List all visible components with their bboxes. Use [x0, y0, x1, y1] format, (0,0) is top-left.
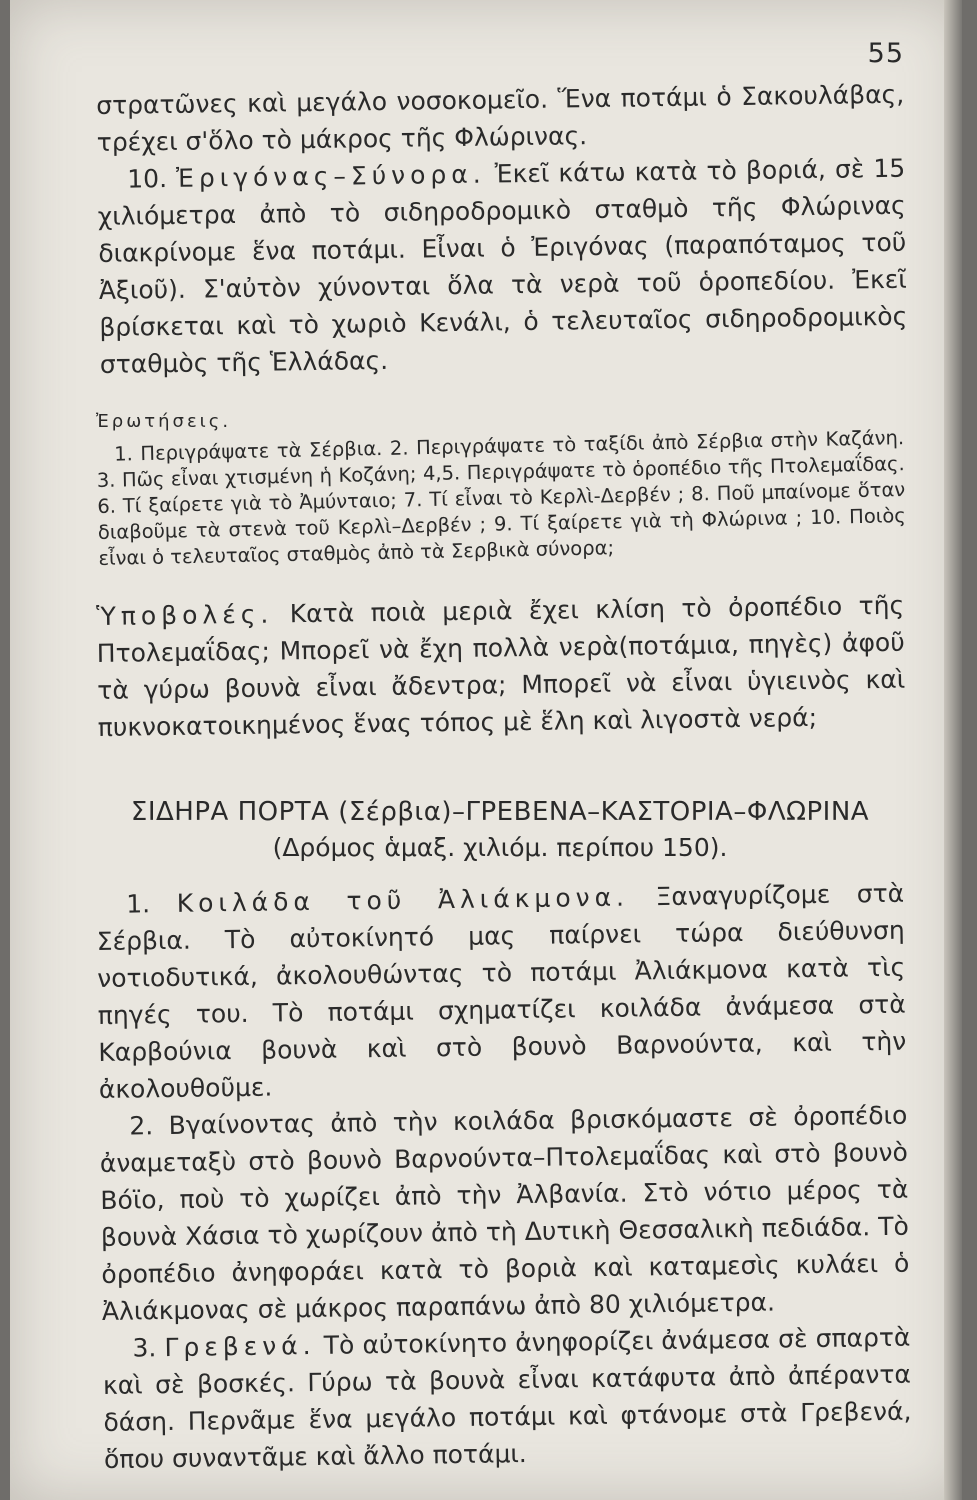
sections-block [96, 875, 912, 1478]
section-1-number: 1. [126, 889, 151, 919]
questions-heading: Ἐρωτήσεις. [96, 411, 232, 432]
section-10-number: 10. [127, 164, 168, 194]
intro-paragraph: στρατῶνες καὶ μεγάλο νοσοκομεῖο. Ἕνα ποτάμι ὁ Σακουλάβας, τρέχει σ'ὅλο τὸ μάκρος τῆς Φλώρινας. [96, 79, 905, 157]
book-page [10, 0, 962, 1500]
section-1-text: Ξαναγυρίζομε στὰ Σέρβια. Τὸ αὐτοκίνητό μας παίρνει τώρα διεύθυνση νοτιοδυτικά, ἀκολουθώντας τὸ ποτάμι Ἀλιάκμονα κατὰ τὶς πηγές του. Τὸ ποτάμι σχηματίζει κοιλάδα ἀνάμεσα στὰ Καρβούνια βουνὰ καὶ στὸ βουνὸ Βαρνούντα, καὶ τὴν ἀκολουθοῦμε. [96, 878, 907, 1104]
section-3-title: Γρεβενά. [164, 1330, 316, 1363]
section-10-title: Ἐριγόνας–Σύνορα. [175, 159, 486, 193]
page-edge-shadow [944, 0, 962, 1500]
page-number: 55 [867, 38, 904, 69]
section-3-text: Τὸ αὐτοκίνητο ἀνηφορίζει ἀνάμεσα σὲ σπαρτὰ καὶ σὲ βοσκές. Γύρω τὰ βουνὰ εἶναι κατάφυτα ἀπὸ ἀπέραντα δάση. Περνᾶμε ἕνα μεγάλο ποτάμι καὶ φτάνομε στὰ Γρεβενά, ὅπου συναντᾶμε καὶ ἄλλο ποτάμι. [102, 1322, 912, 1474]
section-2-text: Βγαίνοντας ἀπὸ τὴν κοιλάδα βρισκόμαστε σὲ ὀροπέδιο ἀναμεταξὺ στὸ βουνὸ Βαρνούντα–Πτολεμαΐδας καὶ στὸ βουνὸ Βόϊο, ποὺ τὸ χωρίζει ἀπὸ τὴν Ἀλβανία. Στὸ νότιο μέρος τὰ βουνὰ Χάσια τὸ χωρίζουν ἀπὸ τὴ Δυτικὴ Θεσσαλικὴ πεδιάδα. Τὸ ὀροπέδιο ἀνηφοράει κατὰ τὸ βοριὰ καὶ καταμεσὶς κυλάει ὁ Ἀλιάκμονας σὲ μάκρος παραπάνω ἀπὸ 80 χιλιόμετρα. [99, 1100, 910, 1326]
hypotheses-label: Ὑποβολές. [96, 599, 274, 631]
section-2-number: 2. [129, 1111, 154, 1141]
section-2-paragraph [99, 1097, 910, 1330]
section-1-title: Κοιλάδα τοῦ Ἀλιάκμονα. [176, 882, 630, 918]
section-3-number: 3. [132, 1333, 157, 1363]
questions-text: 1. Περιγράψατε τὰ Σέρβια. 2. Περιγράψατε τὸ ταξίδι ἀπὸ Σέρβια στὴν Καζάνη. 3. Πῶς εἶναι χτισμένη ἡ Κοζάνη; 4,5. Περιγράψατε τὸ ὁροπέδιο τῆς Πτολεμαΐδας. 6. Τί ξαίρετε γιὰ τὸ Ἀμύνταιο; 7. Τί εἶναι τὸ Κερλὶ-Δερβέν ; 8. Ποῦ μπαίνομε ὅταν διαβοῦμε τὰ στενὰ τοῦ Κερλὶ–Δερβέν ; 9. Τί ξαίρετε γιὰ τὴ Φλώρινα ; 10. Ποιὸς εἶναι ὁ τελευταῖος σταθμὸς ἀπὸ τὰ Σερβικὰ σύνορα; [96, 426, 906, 570]
top-block [96, 76, 908, 383]
route-title: ΣΙΔΗΡΑ ΠΟΡΤΑ (Σέρβια)–ΓΡΕΒΕΝΑ–ΚΑΣΤΟΡΙΑ–ΦΛΩΡΙΝΑ [130, 797, 870, 827]
section-1-paragraph [96, 875, 907, 1108]
hypotheses-paragraph [96, 587, 906, 746]
section-3-paragraph [102, 1319, 912, 1478]
section-10-paragraph [97, 150, 908, 383]
route-subtitle: (Δρόμος ἁμαξ. χιλιόμ. περίπου 150). [272, 833, 728, 862]
page-content [96, 38, 912, 1478]
section-10-text: Ἐκεῖ κάτω κατὰ τὸ βοριά, σὲ 15 χιλιόμετρα ἀπὸ τὸ σιδηροδρομικὸ σταθμὸ τῆς Φλώρινας διακρίνομε ἕνα ποτάμι. Εἶναι ὁ Ἐριγόνας (παραπόταμος τοῦ Ἀξιοῦ). Σ'αὐτὸν χύνονται ὅλα τὰ νερὰ τοῦ ὁροπεδίου. Ἐκεῖ βρίσκεται καὶ τὸ χωριὸ Κενάλι, ὁ τελευταῖος σιδηροδρομικὸς σταθμὸς τῆς Ἑλλάδας. [97, 153, 908, 379]
hypotheses-text: Κατὰ ποιὰ μεριὰ ἔχει κλίση τὸ ὀροπέδιο τῆς Πτολεμαΐδας; Μπορεῖ νὰ ἔχη πολλὰ νερὰ(ποτάμια, πηγὲς) ἀφοῦ τὰ γύρω βουνὰ εἶναι ἄδεντρα; Μπορεῖ νὰ εἶναι ὑγιεινὸς καὶ πυκνοκατοικημένος ἕνας τόπος μὲ ἕλη καὶ λιγοστὰ νερά; [96, 590, 906, 742]
